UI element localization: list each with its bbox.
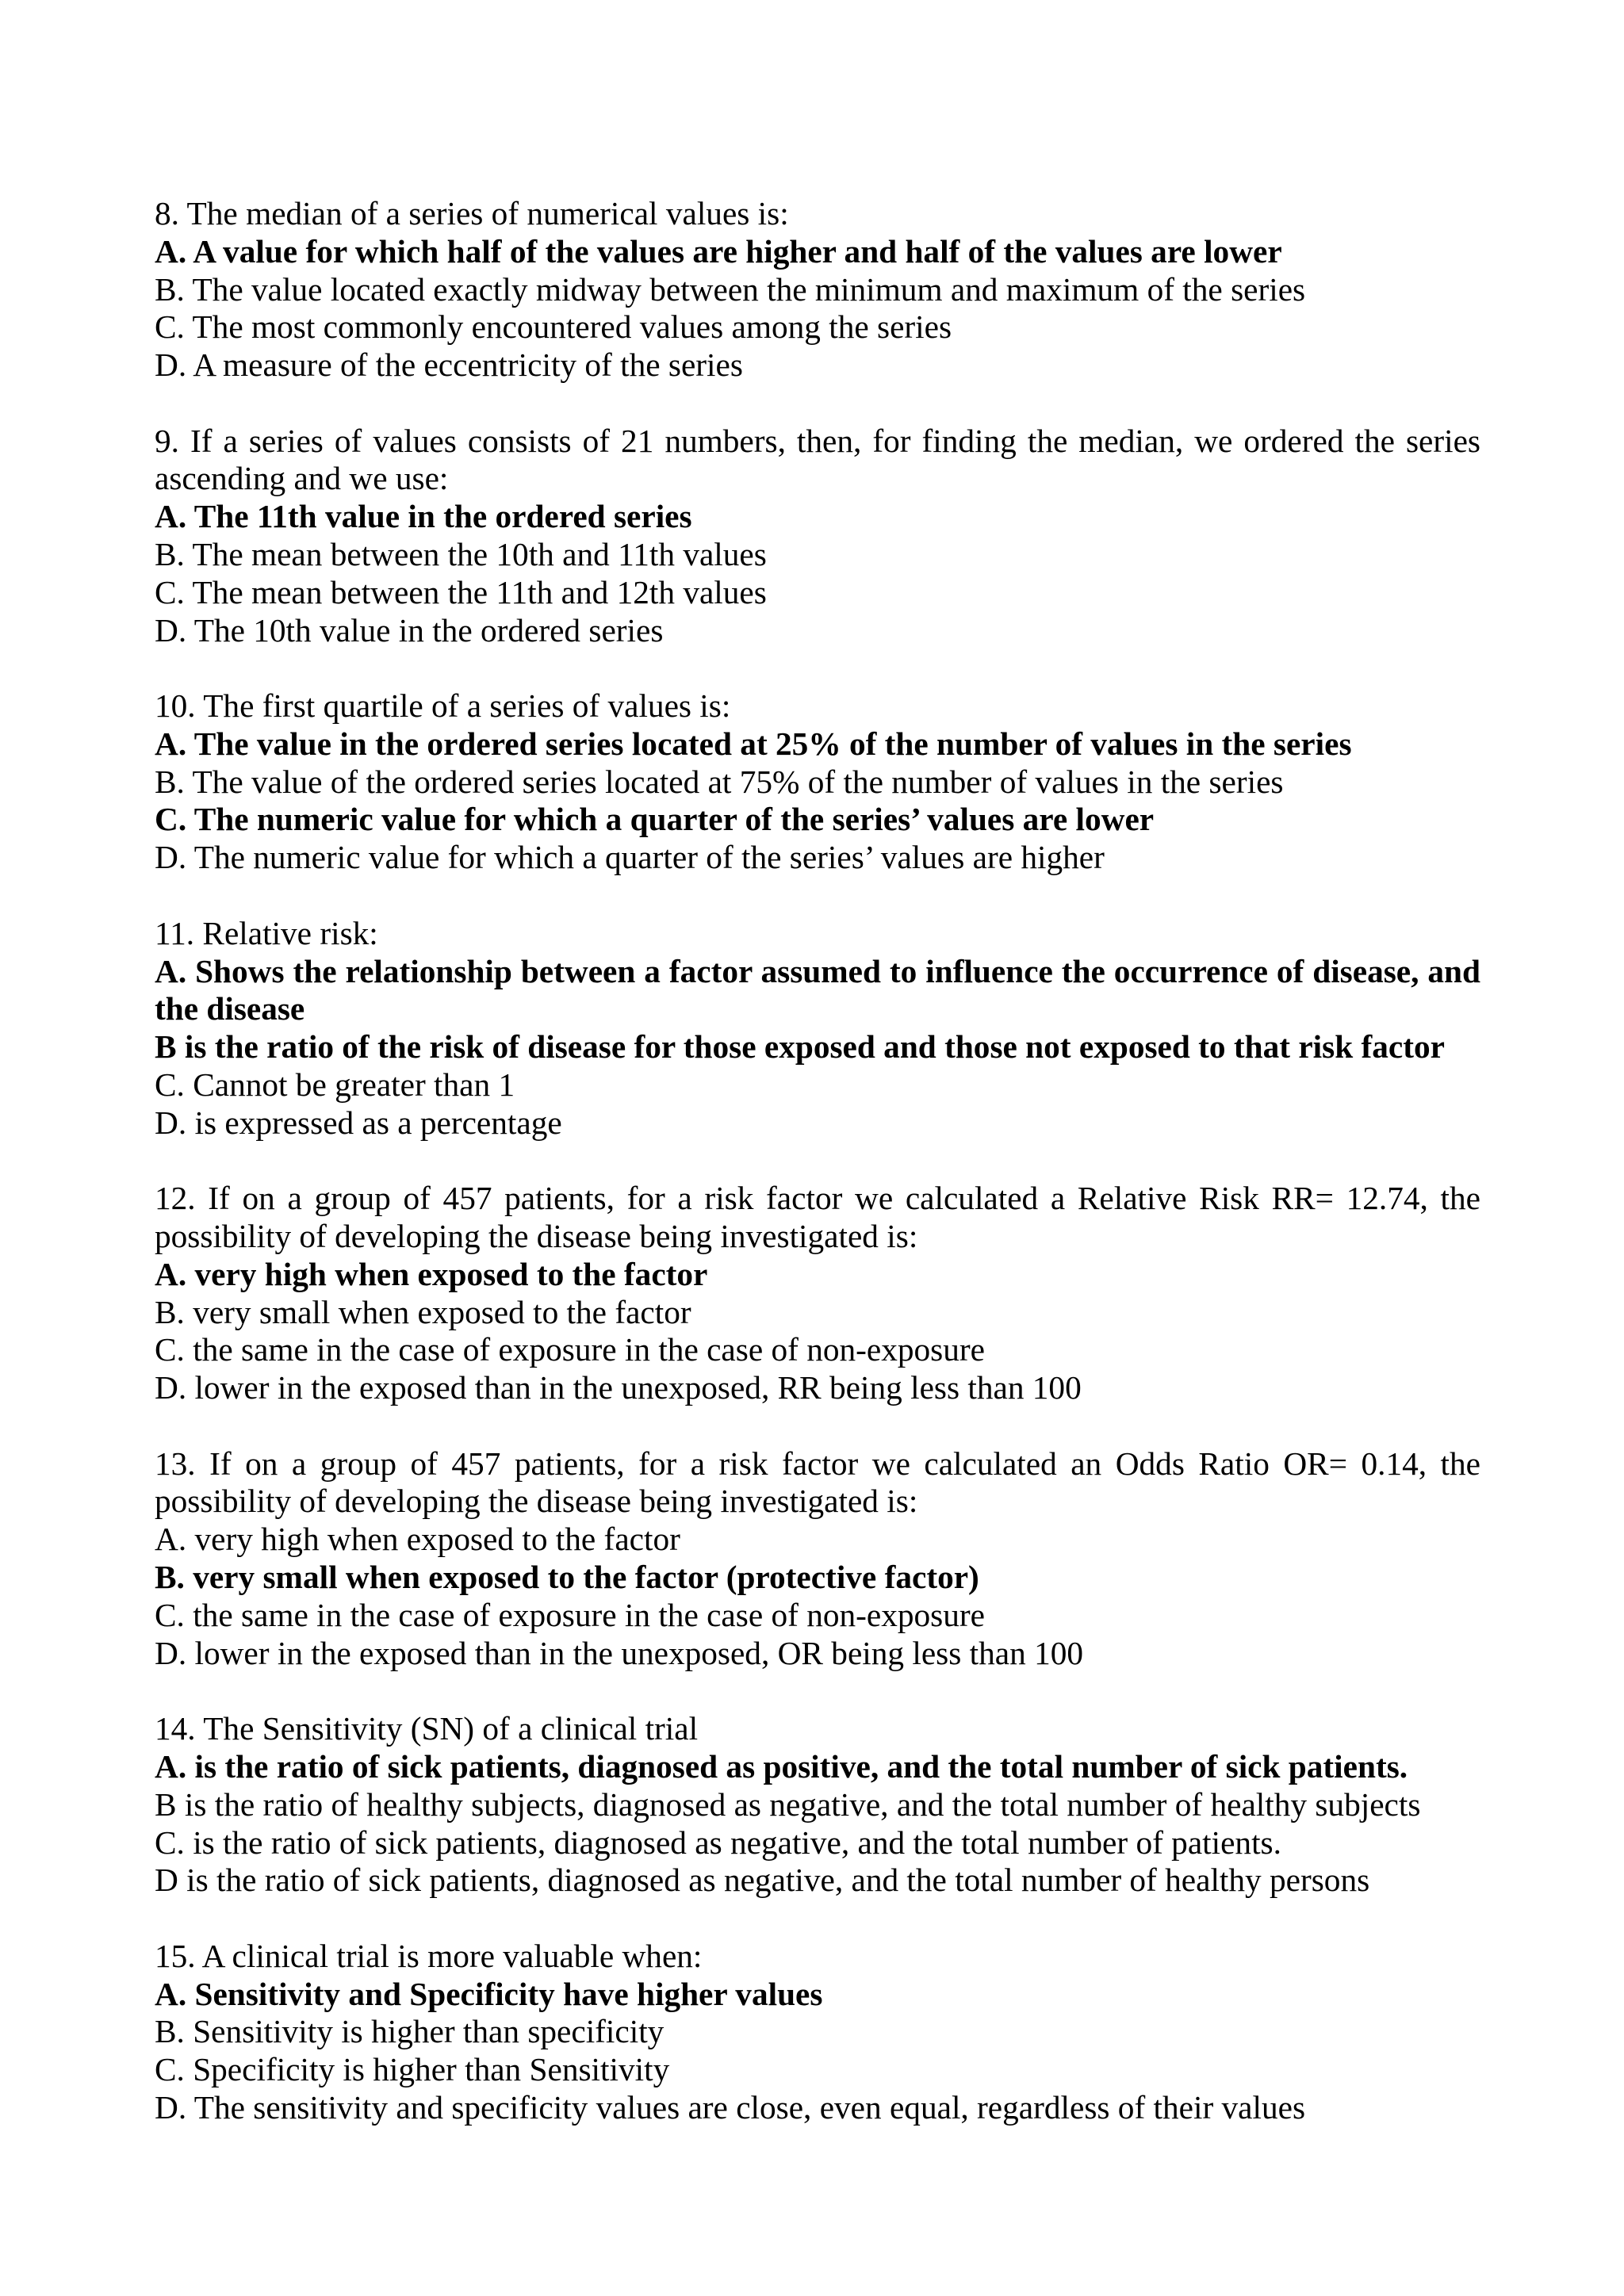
question-13-stem: 13. If on a group of 457 patients, for a risk factor we calculated an Odds Ratio OR= 0.14, the possibility of developing the disease being investigated is: bbox=[155, 1445, 1480, 1520]
question-13-option-a: A. very high when exposed to the factor bbox=[155, 1521, 680, 1558]
question-8-stem: 8. The median of a series of numerical values is: bbox=[155, 195, 789, 232]
question-11-stem: 11. Relative risk: bbox=[155, 914, 378, 951]
question-15-option-b: B. Sensitivity is higher than specificity bbox=[155, 2013, 665, 2050]
question-15-option-c: C. Specificity is higher than Sensitivity bbox=[155, 2051, 670, 2088]
question-12-stem: 12. If on a group of 457 patients, for a risk factor we calculated a Relative Risk RR= 12.74, the possibility of developing the disease being investigated is: bbox=[155, 1180, 1480, 1255]
question-15 bbox=[155, 1938, 1480, 2127]
question-13 bbox=[155, 1445, 1480, 1673]
question-15-stem: 15. A clinical trial is more valuable when: bbox=[155, 1937, 703, 1974]
question-12-option-c: C. the same in the case of exposure in the case of non-exposure bbox=[155, 1331, 985, 1368]
question-11-option-a: A. Shows the relationship between a factor assumed to influence the occurrence of disease, and the disease bbox=[155, 952, 1480, 1027]
question-11-option-b: B is the ratio of the risk of disease for those exposed and those not exposed to that risk factor bbox=[155, 1028, 1445, 1066]
question-list bbox=[155, 195, 1480, 2127]
question-9-stem: 9. If a series of values consists of 21 numbers, then, for finding the median, we ordered the series ascending and we use: bbox=[155, 422, 1480, 497]
question-14-option-d: D is the ratio of sick patients, diagnosed as negative, and the total number of healthy persons bbox=[155, 1862, 1370, 1899]
question-11-option-d: D. is expressed as a percentage bbox=[155, 1104, 562, 1141]
question-8-option-b: B. The value located exactly midway between the minimum and maximum of the series bbox=[155, 270, 1306, 308]
question-12-option-b: B. very small when exposed to the factor bbox=[155, 1293, 691, 1330]
question-15-option-a: A. Sensitivity and Specificity have higher values bbox=[155, 1975, 823, 2012]
question-14-option-c: C. is the ratio of sick patients, diagnosed as negative, and the total number of patients. bbox=[155, 1823, 1281, 1861]
question-10-option-d: D. The numeric value for which a quarter of the series’ values are higher bbox=[155, 839, 1105, 876]
question-11 bbox=[155, 915, 1480, 1142]
question-10-option-a: A. The value in the ordered series located at 25% of the number of values in the series bbox=[155, 725, 1352, 762]
question-14-stem: 14. The Sensitivity (SN) of a clinical trial bbox=[155, 1710, 699, 1747]
question-9-option-b: B. The mean between the 10th and 11th values bbox=[155, 536, 767, 573]
question-8-option-a: A. A value for which half of the values are higher and half of the values are lower bbox=[155, 232, 1282, 270]
question-9 bbox=[155, 423, 1480, 650]
question-8-option-c: C. The most commonly encountered values among the series bbox=[155, 308, 952, 346]
question-13-option-d: D. lower in the exposed than in the unexposed, OR being less than 100 bbox=[155, 1634, 1084, 1671]
question-8 bbox=[155, 195, 1480, 385]
question-12-option-a: A. very high when exposed to the factor bbox=[155, 1255, 708, 1292]
question-15-option-d: D. The sensitivity and specificity values are close, even equal, regardless of their values bbox=[155, 2088, 1306, 2126]
question-8-option-d: D. A measure of the eccentricity of the series bbox=[155, 346, 743, 384]
question-10-option-c: C. The numeric value for which a quarter of the series’ values are lower bbox=[155, 801, 1155, 838]
question-9-option-a: A. The 11th value in the ordered series bbox=[155, 498, 692, 535]
question-11-option-c: C. Cannot be greater than 1 bbox=[155, 1066, 515, 1103]
question-10-stem: 10. The first quartile of a series of values is: bbox=[155, 687, 731, 725]
question-13-option-c: C. the same in the case of exposure in the case of non-exposure bbox=[155, 1596, 985, 1633]
question-10 bbox=[155, 687, 1480, 877]
question-12-option-d: D. lower in the exposed than in the unexposed, RR being less than 100 bbox=[155, 1369, 1082, 1406]
question-9-option-d: D. The 10th value in the ordered series bbox=[155, 611, 664, 649]
question-9-option-c: C. The mean between the 11th and 12th values bbox=[155, 573, 767, 610]
question-14 bbox=[155, 1710, 1480, 1900]
question-14-option-a: A. is the ratio of sick patients, diagnosed as positive, and the total number of sick patients. bbox=[155, 1747, 1408, 1785]
question-14-option-b: B is the ratio of healthy subjects, diagnosed as negative, and the total number of healthy subjects bbox=[155, 1785, 1421, 1823]
question-13-option-b: B. very small when exposed to the factor (protective factor) bbox=[155, 1559, 979, 1596]
question-12 bbox=[155, 1180, 1480, 1407]
question-10-option-b: B. The value of the ordered series located at 75% of the number of values in the series bbox=[155, 763, 1284, 800]
